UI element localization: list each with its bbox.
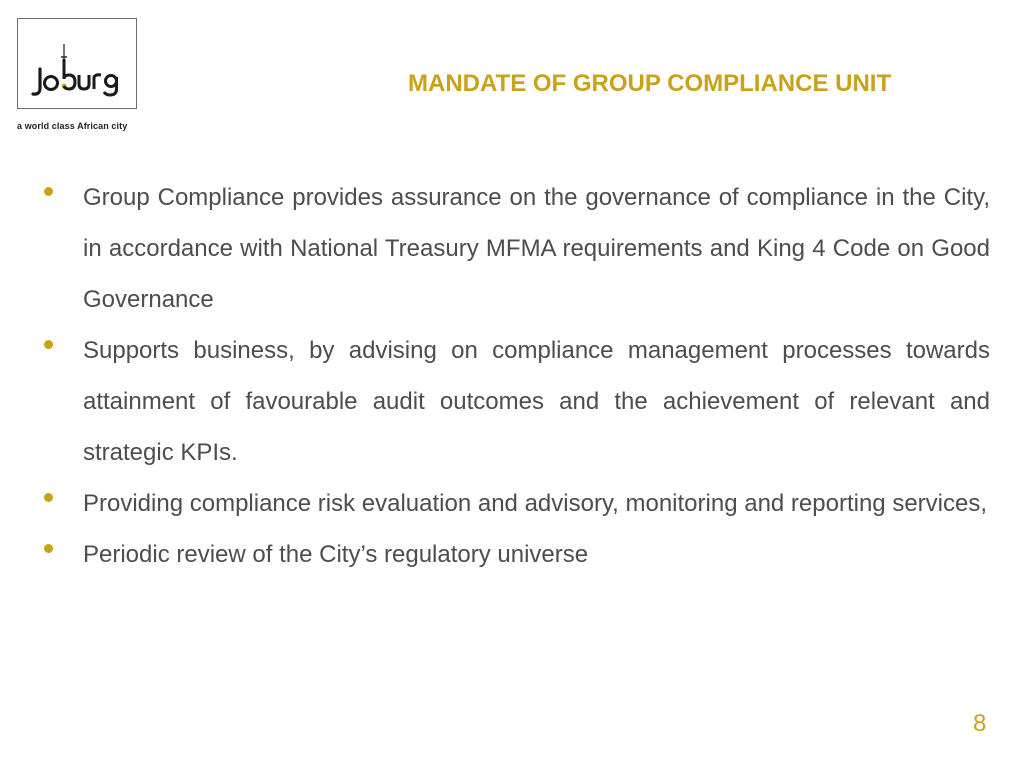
bullet-text: Periodic review of the City’s regulatory universe	[83, 541, 589, 568]
joburg-logo	[17, 18, 137, 109]
bullet-item	[40, 478, 990, 529]
bullet-dot-icon	[44, 187, 53, 196]
bullet-dot-icon	[44, 544, 53, 553]
bullet-dot-icon	[44, 493, 53, 502]
joburg-wordmark-logo	[18, 19, 138, 110]
bullet-text: Supports business, by advising on compliance management processes towards attainment of favourable audit outcomes and the achievement of relevant and strategic KPIs.	[83, 337, 990, 466]
bullet-item	[40, 529, 990, 580]
bullet-dot-icon	[44, 340, 53, 349]
logo-tagline: a world class African city	[17, 121, 128, 131]
bullet-text: Providing compliance risk evaluation and advisory, monitoring and reporting services,	[83, 490, 988, 517]
slide-title: MANDATE OF GROUP COMPLIANCE UNIT	[408, 70, 892, 97]
bullet-list	[40, 172, 990, 580]
bullet-item	[40, 325, 990, 478]
page-number: 8	[973, 710, 987, 737]
bullet-text: Group Compliance provides assurance on the governance of compliance in the City, in accordance with National Treasury MFMA requirements and King 4 Code on Good Governance	[83, 184, 990, 313]
bullet-item	[40, 172, 990, 325]
